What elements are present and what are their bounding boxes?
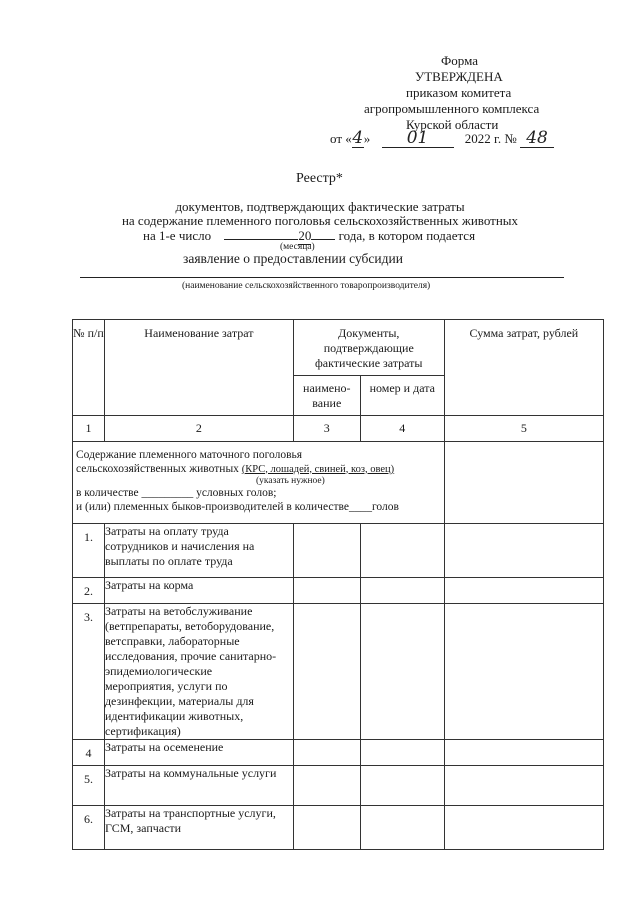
approved-label: УТВЕРЖДЕНА: [415, 69, 503, 84]
approval-month: 01: [382, 130, 454, 148]
index-cell: 4: [360, 416, 444, 442]
row-cost-name: Затраты на корма: [104, 578, 293, 604]
approval-day: 4: [352, 128, 364, 148]
approval-line-1: приказом комитета: [406, 85, 512, 100]
title-line-1: документов, подтверждающих фактические затраты: [175, 199, 465, 214]
approval-date-line: [330, 130, 554, 148]
registry-title: Реестр*: [296, 171, 343, 186]
row-cost-name: Затраты на осеменение: [104, 740, 293, 766]
section-sum-cell[interactable]: [444, 442, 603, 524]
approval-year: 2022 г. №: [464, 131, 517, 146]
registry-table: [72, 319, 604, 850]
row-doc-number-cell[interactable]: [360, 604, 444, 740]
row-num: 2.: [73, 578, 105, 604]
index-cell: 5: [444, 416, 603, 442]
title-line-3-suffix: года, в котором подается: [338, 228, 476, 243]
row-num: 4: [73, 740, 105, 766]
index-cell: 2: [104, 416, 293, 442]
title-month-blank: [224, 226, 298, 240]
form-label: Форма: [441, 53, 478, 68]
date-mid: »: [363, 131, 371, 146]
section-line-4: и (или) племенных быков-производителей в количестве____голов: [76, 500, 399, 513]
row-sum-cell[interactable]: [444, 806, 603, 850]
row-doc-number-cell[interactable]: [360, 740, 444, 766]
header-sum: Сумма затрат, рублей: [444, 320, 603, 416]
producer-name-line: [80, 277, 564, 278]
row-cost-name: Затраты на оплату труда сотрудников и начисления на выплаты по оплате труда: [104, 524, 293, 578]
approval-number: 48: [520, 130, 554, 148]
row-sum-cell[interactable]: [444, 524, 603, 578]
row-num: 5.: [73, 766, 105, 806]
row-sum-cell[interactable]: [444, 578, 603, 604]
month-hint: (месяца): [280, 242, 315, 252]
header-num: № п/п: [73, 320, 105, 416]
row-doc-name-cell[interactable]: [293, 604, 360, 740]
index-cell: 1: [73, 416, 105, 442]
header-documents: Документы, подтверждающие фактические затраты: [293, 320, 444, 376]
row-doc-name-cell[interactable]: [293, 806, 360, 850]
section-hint: (указать нужное): [256, 476, 325, 486]
row-doc-number-cell[interactable]: [360, 806, 444, 850]
section-line-2: сельскохозяйственных животных (КРС, лошадей, свиней, коз, овец): [76, 462, 395, 475]
row-doc-number-cell[interactable]: [360, 766, 444, 806]
row-doc-name-cell[interactable]: [293, 524, 360, 578]
title-line-3-prefix: на 1-е число: [143, 228, 212, 243]
approval-line-2: агропромышленного комплекса: [364, 101, 540, 116]
header-cost-name: Наименование затрат: [104, 320, 293, 416]
table-row: [73, 766, 604, 806]
title-year-blank: [311, 226, 335, 240]
table-row: [73, 524, 604, 578]
section-line-3: в количестве _________ условных голов;: [76, 487, 277, 499]
approval-line-3: Курской области: [406, 117, 499, 132]
row-sum-cell[interactable]: [444, 740, 603, 766]
table-row: [73, 604, 604, 740]
header-doc-name: наимено-вание: [293, 376, 360, 416]
title-line-2: на содержание племенного поголовья сельскохозяйственных животных: [121, 213, 519, 228]
section-line-1: Содержание племенного маточного поголовья: [76, 449, 303, 461]
row-cost-name: Затраты на коммунальные услуги: [104, 766, 293, 806]
date-prefix: от «: [330, 131, 352, 146]
header-doc-number-date: номер и дата: [360, 376, 444, 416]
row-doc-name-cell[interactable]: [293, 766, 360, 806]
row-doc-name-cell[interactable]: [293, 578, 360, 604]
row-doc-name-cell[interactable]: [293, 740, 360, 766]
row-num: 6.: [73, 806, 105, 850]
row-num: 3.: [73, 604, 105, 740]
table-row: [73, 578, 604, 604]
row-sum-cell[interactable]: [444, 604, 603, 740]
row-cost-name: Затраты на транспортные услуги, ГСМ, запчасти: [104, 806, 293, 850]
row-doc-number-cell[interactable]: [360, 524, 444, 578]
title-year: 20: [298, 228, 312, 243]
table-row: [73, 740, 604, 766]
producer-hint: (наименование сельскохозяйственного товаропроизводителя): [182, 281, 431, 291]
row-sum-cell[interactable]: [444, 766, 603, 806]
section-livestock: [73, 442, 445, 524]
table-row: [73, 806, 604, 850]
index-cell: 3: [293, 416, 360, 442]
row-doc-number-cell[interactable]: [360, 578, 444, 604]
row-cost-name: Затраты на ветобслуживание (ветпрепараты, ветоборудование, ветсправки, лабораторные исследования, прочие санитарно-эпидемиологические мероприятия, услуги по дезинфекции, материалы для идентификации животных, сертификация): [104, 604, 293, 740]
row-num: 1.: [73, 524, 105, 578]
title-line-4: заявление о предоставлении субсидии: [183, 251, 403, 266]
livestock-types: (КРС, лошадей, свиней, коз, овец): [241, 463, 395, 475]
